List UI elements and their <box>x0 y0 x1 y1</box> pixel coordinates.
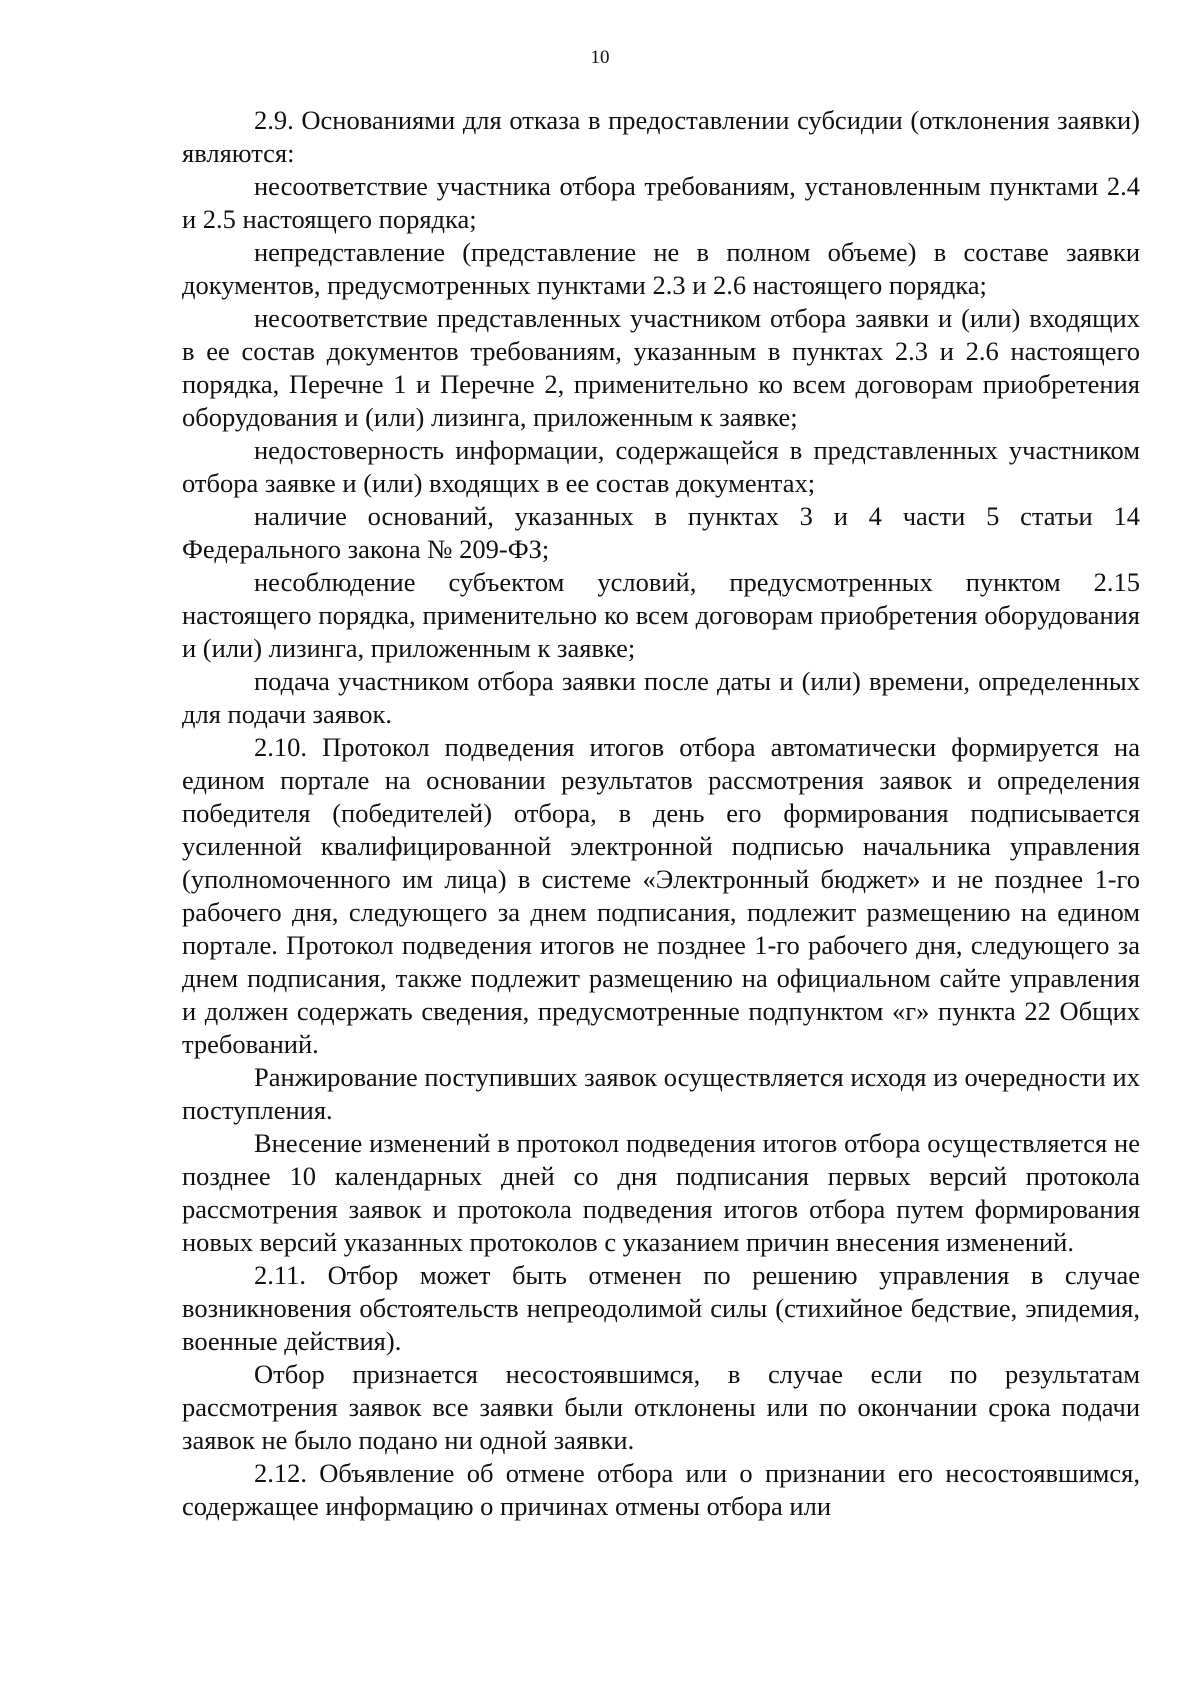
paragraph-2-10: 2.10. Протокол подведения итогов отбора автоматически формируется на едином портале на основании результатов рассмотрения заявок и определения победителя (победителей) отбора, в день его формирования подписывается усиленной квалифицированной электронной подписью начальника управления (уполномоченного им лица) в системе «Электронный бюджет» и не позднее 1-го рабочего дня, следующего за днем подписания, подлежит размещению на едином портале. Протокол подведения итогов не позднее 1-го рабочего дня, следующего за днем подписания, также подлежит размещению на официальном сайте управления и должен содержать сведения, предусмотренные подпунктом «г» пункта 22 Общих требований. <box>182 732 1140 1059</box>
paragraph-protocol-changes: Внесение изменений в протокол подведения итогов отбора осуществляется не позднее 10 календарных дней со дня подписания первых версий протокола рассмотрения заявок и протокола подведения итогов отбора путем формирования новых версий указанных протоколов с указанием причин внесения изменений. <box>182 1128 1140 1257</box>
paragraph-documents-noncompliance: несоответствие представленных участником отбора заявки и (или) входящих в ее состав документов требованиям, указанным в пунктах 2.3 и 2.6 настоящего порядка, Перечне 1 и Перечне 2, применительно ко всем договорам приобретения оборудования и (или) лизинга, приложенным к заявке; <box>182 303 1140 432</box>
paragraph-conditions-not-met: несоблюдение субъектом условий, предусмотренных пунктом 2.15 настоящего порядка, применительно ко всем договорам приобретения оборудования и (или) лизинга, приложенным к заявке; <box>182 567 1140 663</box>
paragraph-federal-law-grounds: наличие оснований, указанных в пунктах 3 и 4 части 5 статьи 14 Федерального закона № 209-ФЗ; <box>182 501 1140 564</box>
paragraph-2-9: 2.9. Основаниями для отказа в предоставлении субсидии (отклонения заявки) являются: <box>182 105 1140 168</box>
paragraph-documents-not-submitted: непредставление (представление не в полном объеме) в составе заявки документов, предусмотренных пунктами 2.3 и 2.6 настоящего порядка; <box>182 237 1140 300</box>
paragraph-noncompliance-requirements: несоответствие участника отбора требованиям, установленным пунктами 2.4 и 2.5 настоящего порядка; <box>182 171 1140 234</box>
paragraph-ranking: Ранжирование поступивших заявок осуществляется исходя из очередности их поступления. <box>182 1062 1140 1125</box>
document-body <box>182 104 1140 1523</box>
paragraph-unreliable-information: недостоверность информации, содержащейся в представленных участником отбора заявке и (или) входящих в ее состав документах; <box>182 435 1140 498</box>
paragraph-2-11: 2.11. Отбор может быть отменен по решению управления в случае возникновения обстоятельств непреодолимой силы (стихийное бедствие, эпидемия, военные действия). <box>182 1260 1140 1356</box>
page-number: 10 <box>590 47 610 68</box>
paragraph-2-12: 2.12. Объявление об отмене отбора или о признании его несостоявшимся, содержащее информацию о причинах отмены отбора или <box>182 1458 1140 1521</box>
paragraph-selection-failed: Отбор признается несостоявшимся, в случае если по результатам рассмотрения заявок все заявки были отклонены или по окончании срока подачи заявок не было подано ни одной заявки. <box>182 1359 1140 1455</box>
paragraph-late-submission: подача участником отбора заявки после даты и (или) времени, определенных для подачи заявок. <box>182 666 1140 729</box>
